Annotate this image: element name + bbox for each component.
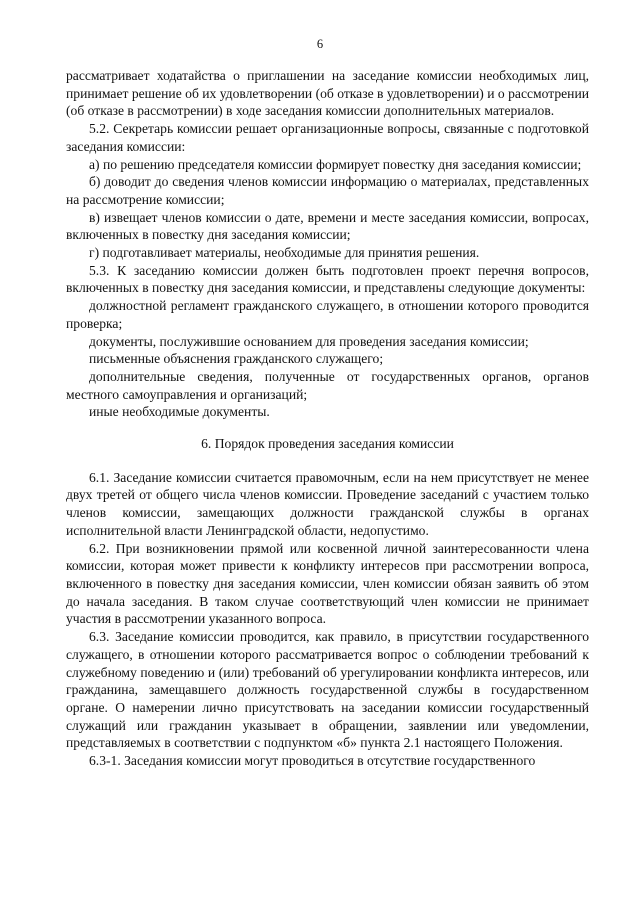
paragraph: 5.2. Секретарь комиссии решает организационные вопросы, связанные с подготовкой заседания комиссии: <box>66 121 589 154</box>
page-number: 6 <box>316 37 324 51</box>
paragraph: документы, послужившие основанием для проведения заседания комиссии; <box>89 333 529 349</box>
paragraph: 6.2. При возникновении прямой или косвенной личной заинтересованности члена комиссии, которая может привести к конфликту интересов при рассмотрении вопроса, включенного в повестку дня заседания комиссии, член комиссии обязан заявить об этом до начала заседания. В таком случае соответствующий член комиссии не принимает участия в рассмотрении указанного вопроса. <box>66 540 589 627</box>
document-body <box>66 67 589 770</box>
paragraph: должностной регламент гражданского служащего, в отношении которого проводится проверка; <box>66 298 589 331</box>
paragraph: письменные объяснения гражданского служащего; <box>89 351 384 367</box>
paragraph: в) извещает членов комиссии о дате, времени и месте заседания комиссии, вопросах, включенных в повестку дня заседания комиссии; <box>66 209 589 243</box>
paragraph: рассматривает ходатайства о приглашении на заседание комиссии необходимых лиц, принимает решение об их удовлетворении (об отказе в удовлетворении) и о рассмотрении (об отказе в рассмотрении) в ходе заседания комиссии дополнительных материалов. <box>66 68 589 119</box>
paragraph: 6.1. Заседание комиссии считается правомочным, если на нем присутствует не менее двух третей от общего числа членов комиссии. Проведение заседаний с участием только членов комиссии, замещающих должности гражданской службы в органах исполнительной власти Ленинградской области, недопустимо. <box>66 469 589 538</box>
paragraph: б) доводит до сведения членов комиссии информацию о материалах, представленных на рассмотрение комиссии; <box>66 174 589 207</box>
paragraph: 6.3. Заседание комиссии проводится, как правило, в присутствии государственного служащего, в отношении которого рассматривается вопрос о соблюдении требований к служебному поведению и (или) требований об урегулировании конфликта интересов, или гражданина, замещавшего должность государственной службы в государственном органе. О намерении лично присутствовать на заседании комиссии государственный служащий или гражданин указывает в обращении, заявлении или уведомлении, представляемых в соответствии с подпунктом «б» пункта 2.1 настоящего Положения. <box>66 629 589 751</box>
paragraph: дополнительные сведения, полученные от государственных органов, органов местного самоуправления и организаций; <box>66 368 589 402</box>
paragraph: а) по решению председателя комиссии формирует повестку дня заседания комиссии; <box>89 156 582 172</box>
paragraph: иные необходимые документы. <box>89 404 270 420</box>
paragraph: 6.3-1. Заседания комиссии могут проводиться в отсутствие государственного <box>89 753 536 769</box>
section-title: 6. Порядок проведения заседания комиссии <box>201 436 454 452</box>
paragraph: 5.3. К заседанию комиссии должен быть подготовлен проект перечня вопросов, включенных в повестку дня заседания комиссии, и представлены следующие документы: <box>66 262 589 296</box>
paragraph: г) подготавливает материалы, необходимые для принятия решения. <box>89 245 480 261</box>
